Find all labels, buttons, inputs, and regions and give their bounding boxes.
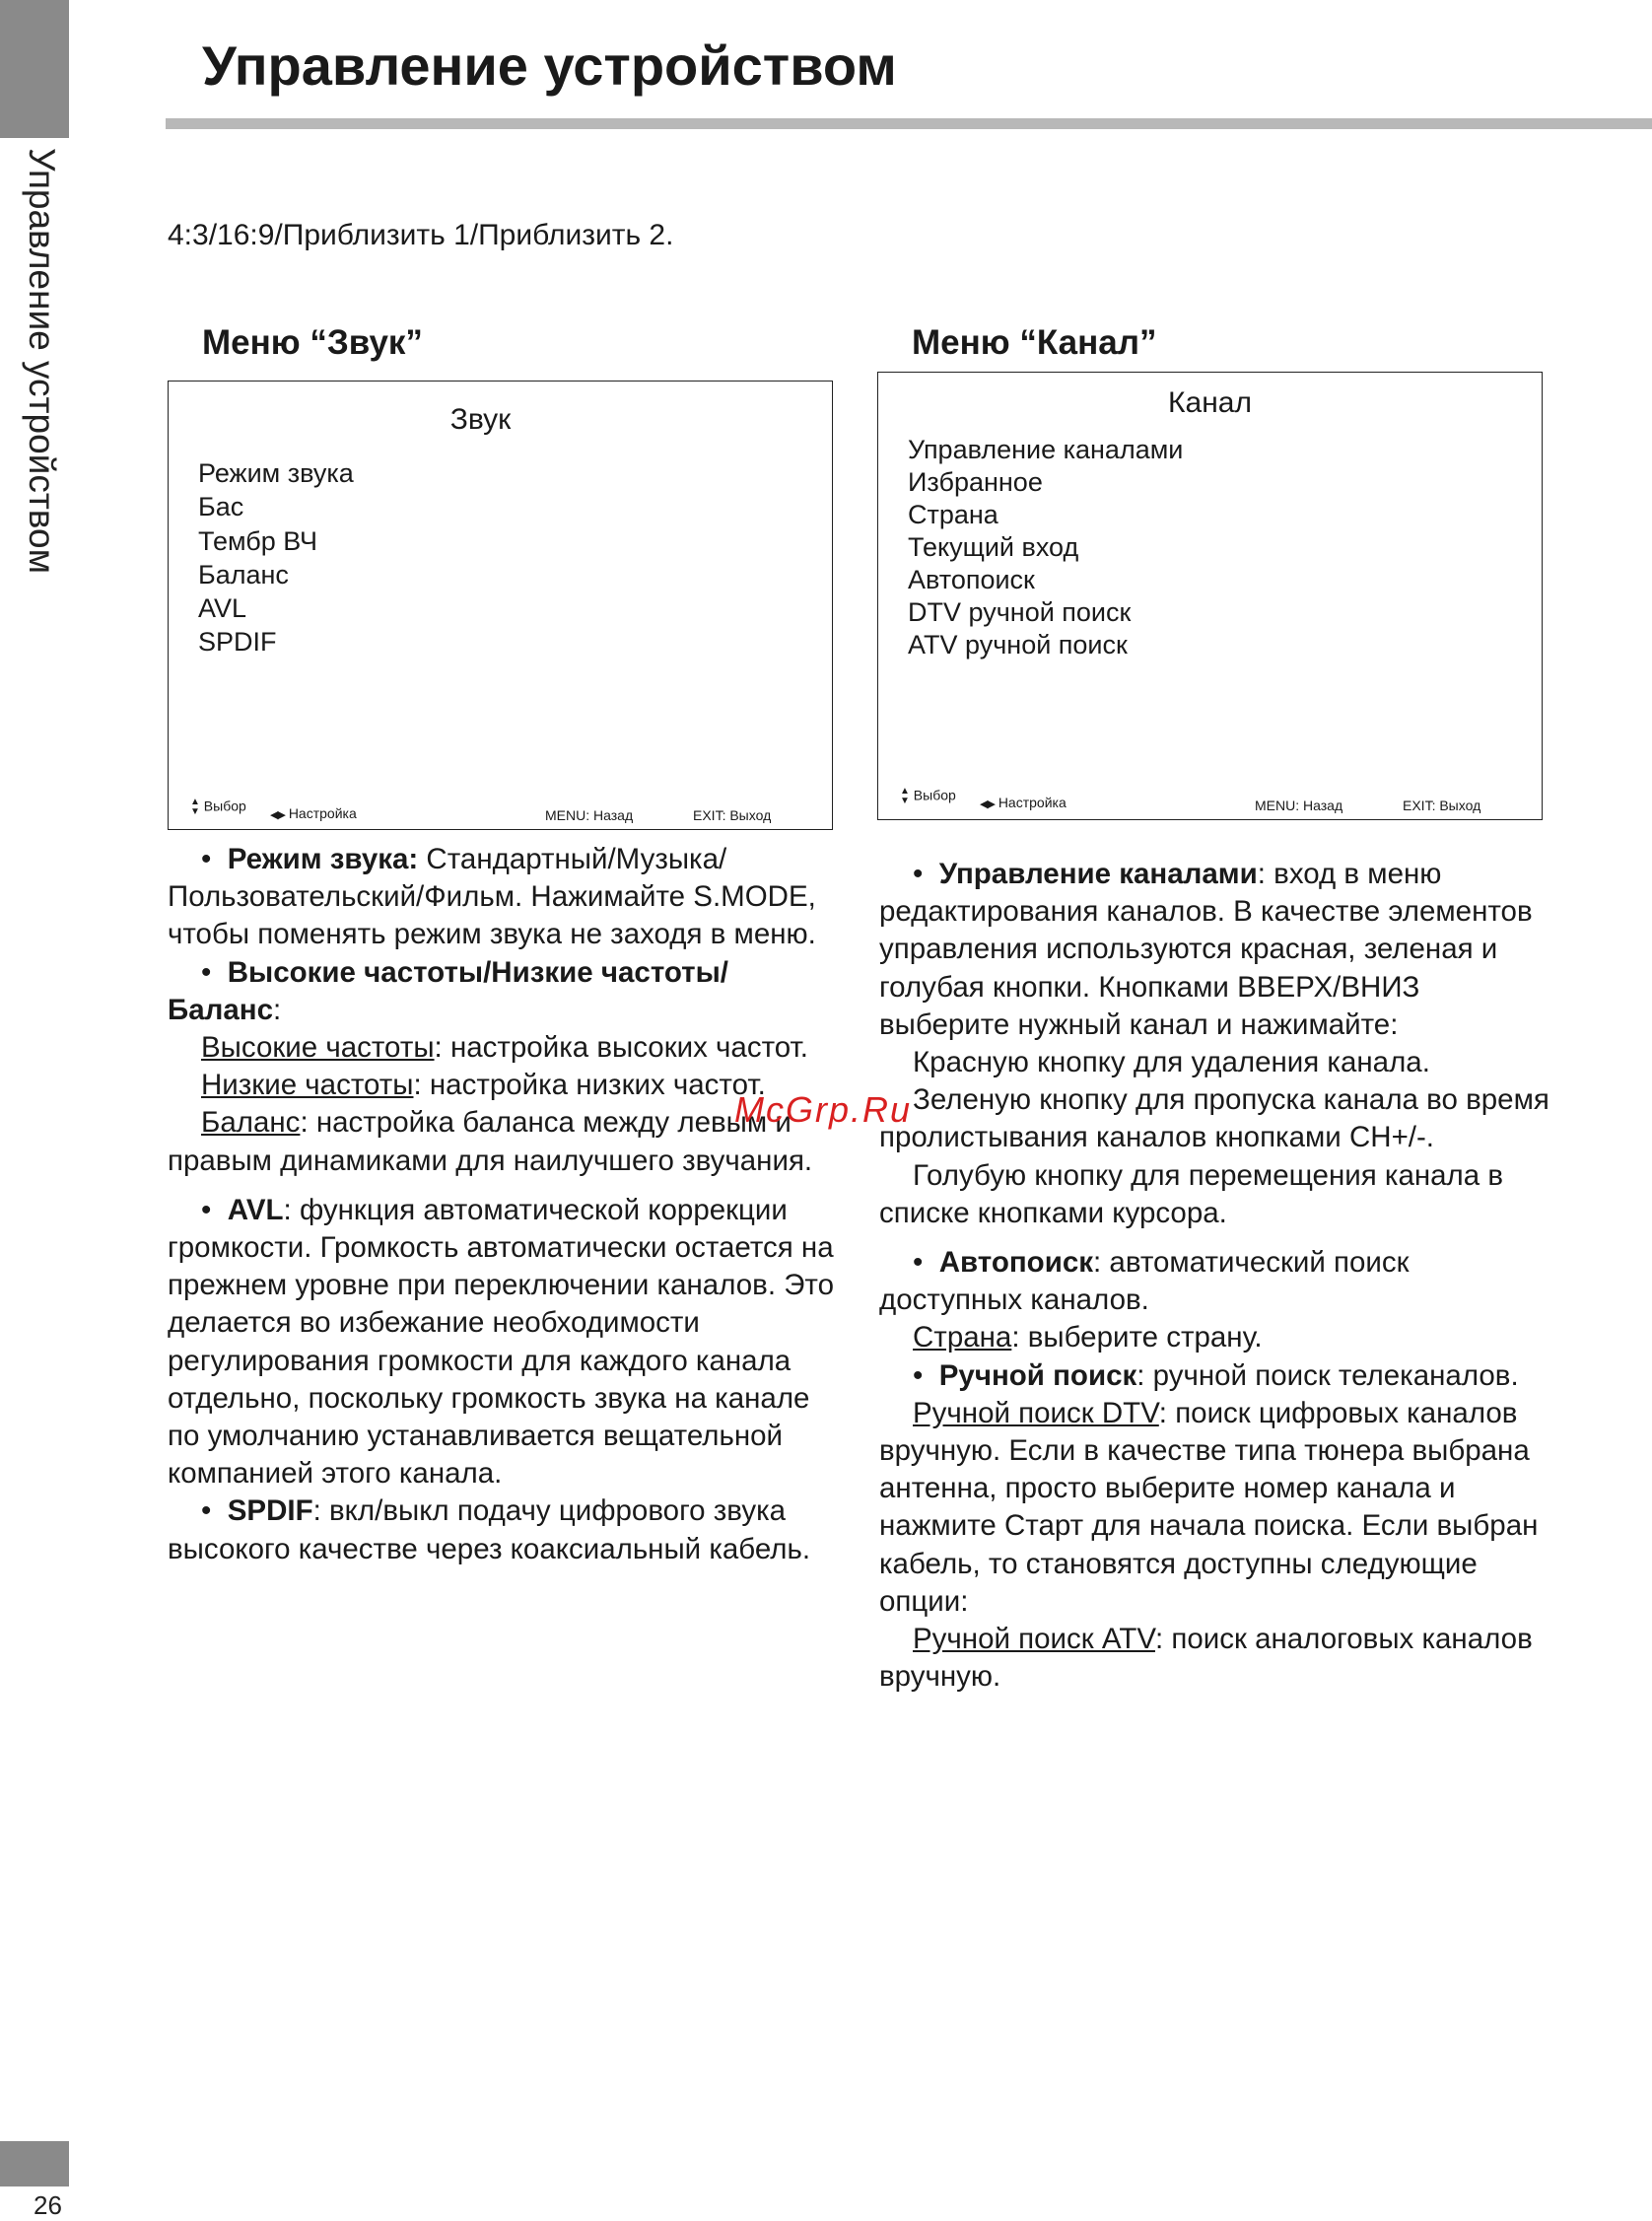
channel-menu-item: Текущий вход <box>908 532 1079 562</box>
blue-button-paragraph: Голубую кнопку для перемещения канала в списке кнопками курсора. <box>879 1158 1504 1229</box>
treble-paragraph: Высокие частоты: настройка высоких частот. <box>201 1031 808 1065</box>
channel-description-column <box>879 856 1549 1696</box>
channel-menu-item: Страна <box>908 500 998 529</box>
sound-footer-adjust: ◀▶ Настройка <box>270 805 357 821</box>
sound-footer-select: ▲ ▼ Выбор <box>190 797 246 817</box>
sound-menu-list <box>198 456 354 659</box>
sound-menu-screen <box>168 381 833 830</box>
sound-menu-item: Баланс <box>198 559 289 590</box>
channel-menu-heading: Меню “Канал” <box>912 323 1157 362</box>
frequency-paragraph: • Высокие частоты/Низкие частоты/ Баланс: <box>168 955 729 1026</box>
balance-paragraph: Баланс: настройка баланса между левым и правым динамиками для наилучшего звучания. <box>168 1106 813 1177</box>
sound-mode-paragraph: • Режим звука: Стандартный/Музыка/ Пользовательский/Фильм. Нажимайте S.MODE, чтобы поменять режим звука не заходя в меню. <box>168 843 816 951</box>
sound-menu-item: AVL <box>198 593 247 624</box>
channel-footer-back: MENU: Назад <box>1255 798 1343 813</box>
sound-menu-heading: Меню “Звук” <box>202 323 423 362</box>
title-rule <box>166 118 1652 129</box>
channel-menu-item: Автопоиск <box>908 565 1035 594</box>
channel-menu-title: Канал <box>1168 386 1252 419</box>
channel-management-paragraph: • Управление каналами: вход в меню редактирования каналов. В качестве элементов управления используются красная, зеленая и голубая кнопки. Кнопками ВВЕРХ/ВНИЗ выберите нужный канал и нажимайте: <box>879 858 1533 1041</box>
sound-footer-back: MENU: Назад <box>545 807 634 823</box>
page-title: Управление устройством <box>202 35 897 97</box>
watermark: McGrp.Ru <box>734 1089 913 1130</box>
country-paragraph: Страна: выберите страну. <box>913 1321 1263 1354</box>
green-button-paragraph: Зеленую кнопку для пропуска канала во время пролистывания каналов кнопками CH+/-. <box>879 1083 1549 1154</box>
sound-menu-item: Бас <box>198 492 244 522</box>
sound-menu-item: SPDIF <box>198 627 277 658</box>
manual-search-paragraph: • Ручной поиск: ручной поиск телеканалов. <box>913 1358 1519 1392</box>
up-down-arrow-icon: ▲ ▼ <box>900 786 910 806</box>
channel-menu-item: DTV ручной поиск <box>908 597 1132 627</box>
channel-menu-list <box>908 434 1183 661</box>
spdif-paragraph: • SPDIF: вкл/выкл подачу цифрового звука высокого качестве через коаксиальный кабель. <box>168 1494 811 1565</box>
sound-description-column <box>168 841 838 1568</box>
side-tab-marker <box>0 0 69 138</box>
left-right-arrow-icon: ◀▶ <box>980 798 995 810</box>
intro-text: 4:3/16:9/Приблизить 1/Приблизить 2. <box>168 219 674 251</box>
channel-footer-exit: EXIT: Выход <box>1403 798 1481 813</box>
sound-footer-exit: EXIT: Выход <box>693 807 772 823</box>
channel-menu-item: ATV ручной поиск <box>908 630 1128 659</box>
channel-menu-item: Избранное <box>908 467 1043 497</box>
sound-menu-title: Звук <box>449 403 512 436</box>
bass-paragraph: Низкие частоты: настройка низких частот. <box>201 1069 766 1102</box>
autosearch-paragraph: • Автопоиск: автоматический поиск доступных каналов. <box>879 1246 1410 1317</box>
page-number-marker <box>0 2141 69 2186</box>
channel-menu-item: Управление каналами <box>908 435 1184 464</box>
channel-footer-select: ▲ ▼ Выбор <box>900 786 956 806</box>
atv-search-paragraph: Ручной поиск ATV: поиск аналоговых каналов вручную. <box>879 1623 1533 1694</box>
channel-footer-adjust: ◀▶ Настройка <box>980 795 1067 810</box>
avl-paragraph: • AVL: функция автоматической коррекции громкости. Громкость автоматически остается на прежнем уровне при переключении каналов. Это делается во избежание необходимости регулирования громкости для каждого канала отдельно, поскольку громкость звука на канале по умолчанию устанавливается вещательной компанией этого канала. <box>168 1193 835 1491</box>
channel-menu-screen <box>877 372 1543 820</box>
sound-menu-item: Режим звука <box>198 458 354 488</box>
up-down-arrow-icon: ▲ ▼ <box>190 797 200 817</box>
dtv-search-paragraph: Ручной поиск DTV: поиск цифровых каналов вручную. Если в качестве типа тюнера выбрана антенна, просто выберите номер канала и нажмите Старт для начала поиска. Если выбран кабель, то становятся доступны следующие опции: <box>879 1396 1539 1618</box>
left-right-arrow-icon: ◀▶ <box>270 809 285 821</box>
side-tab-label: Управление устройством <box>22 148 62 575</box>
red-button-paragraph: Красную кнопку для удаления канала. <box>913 1046 1430 1079</box>
page-number: 26 <box>34 2190 62 2220</box>
sound-menu-item: Тембр ВЧ <box>198 525 318 556</box>
